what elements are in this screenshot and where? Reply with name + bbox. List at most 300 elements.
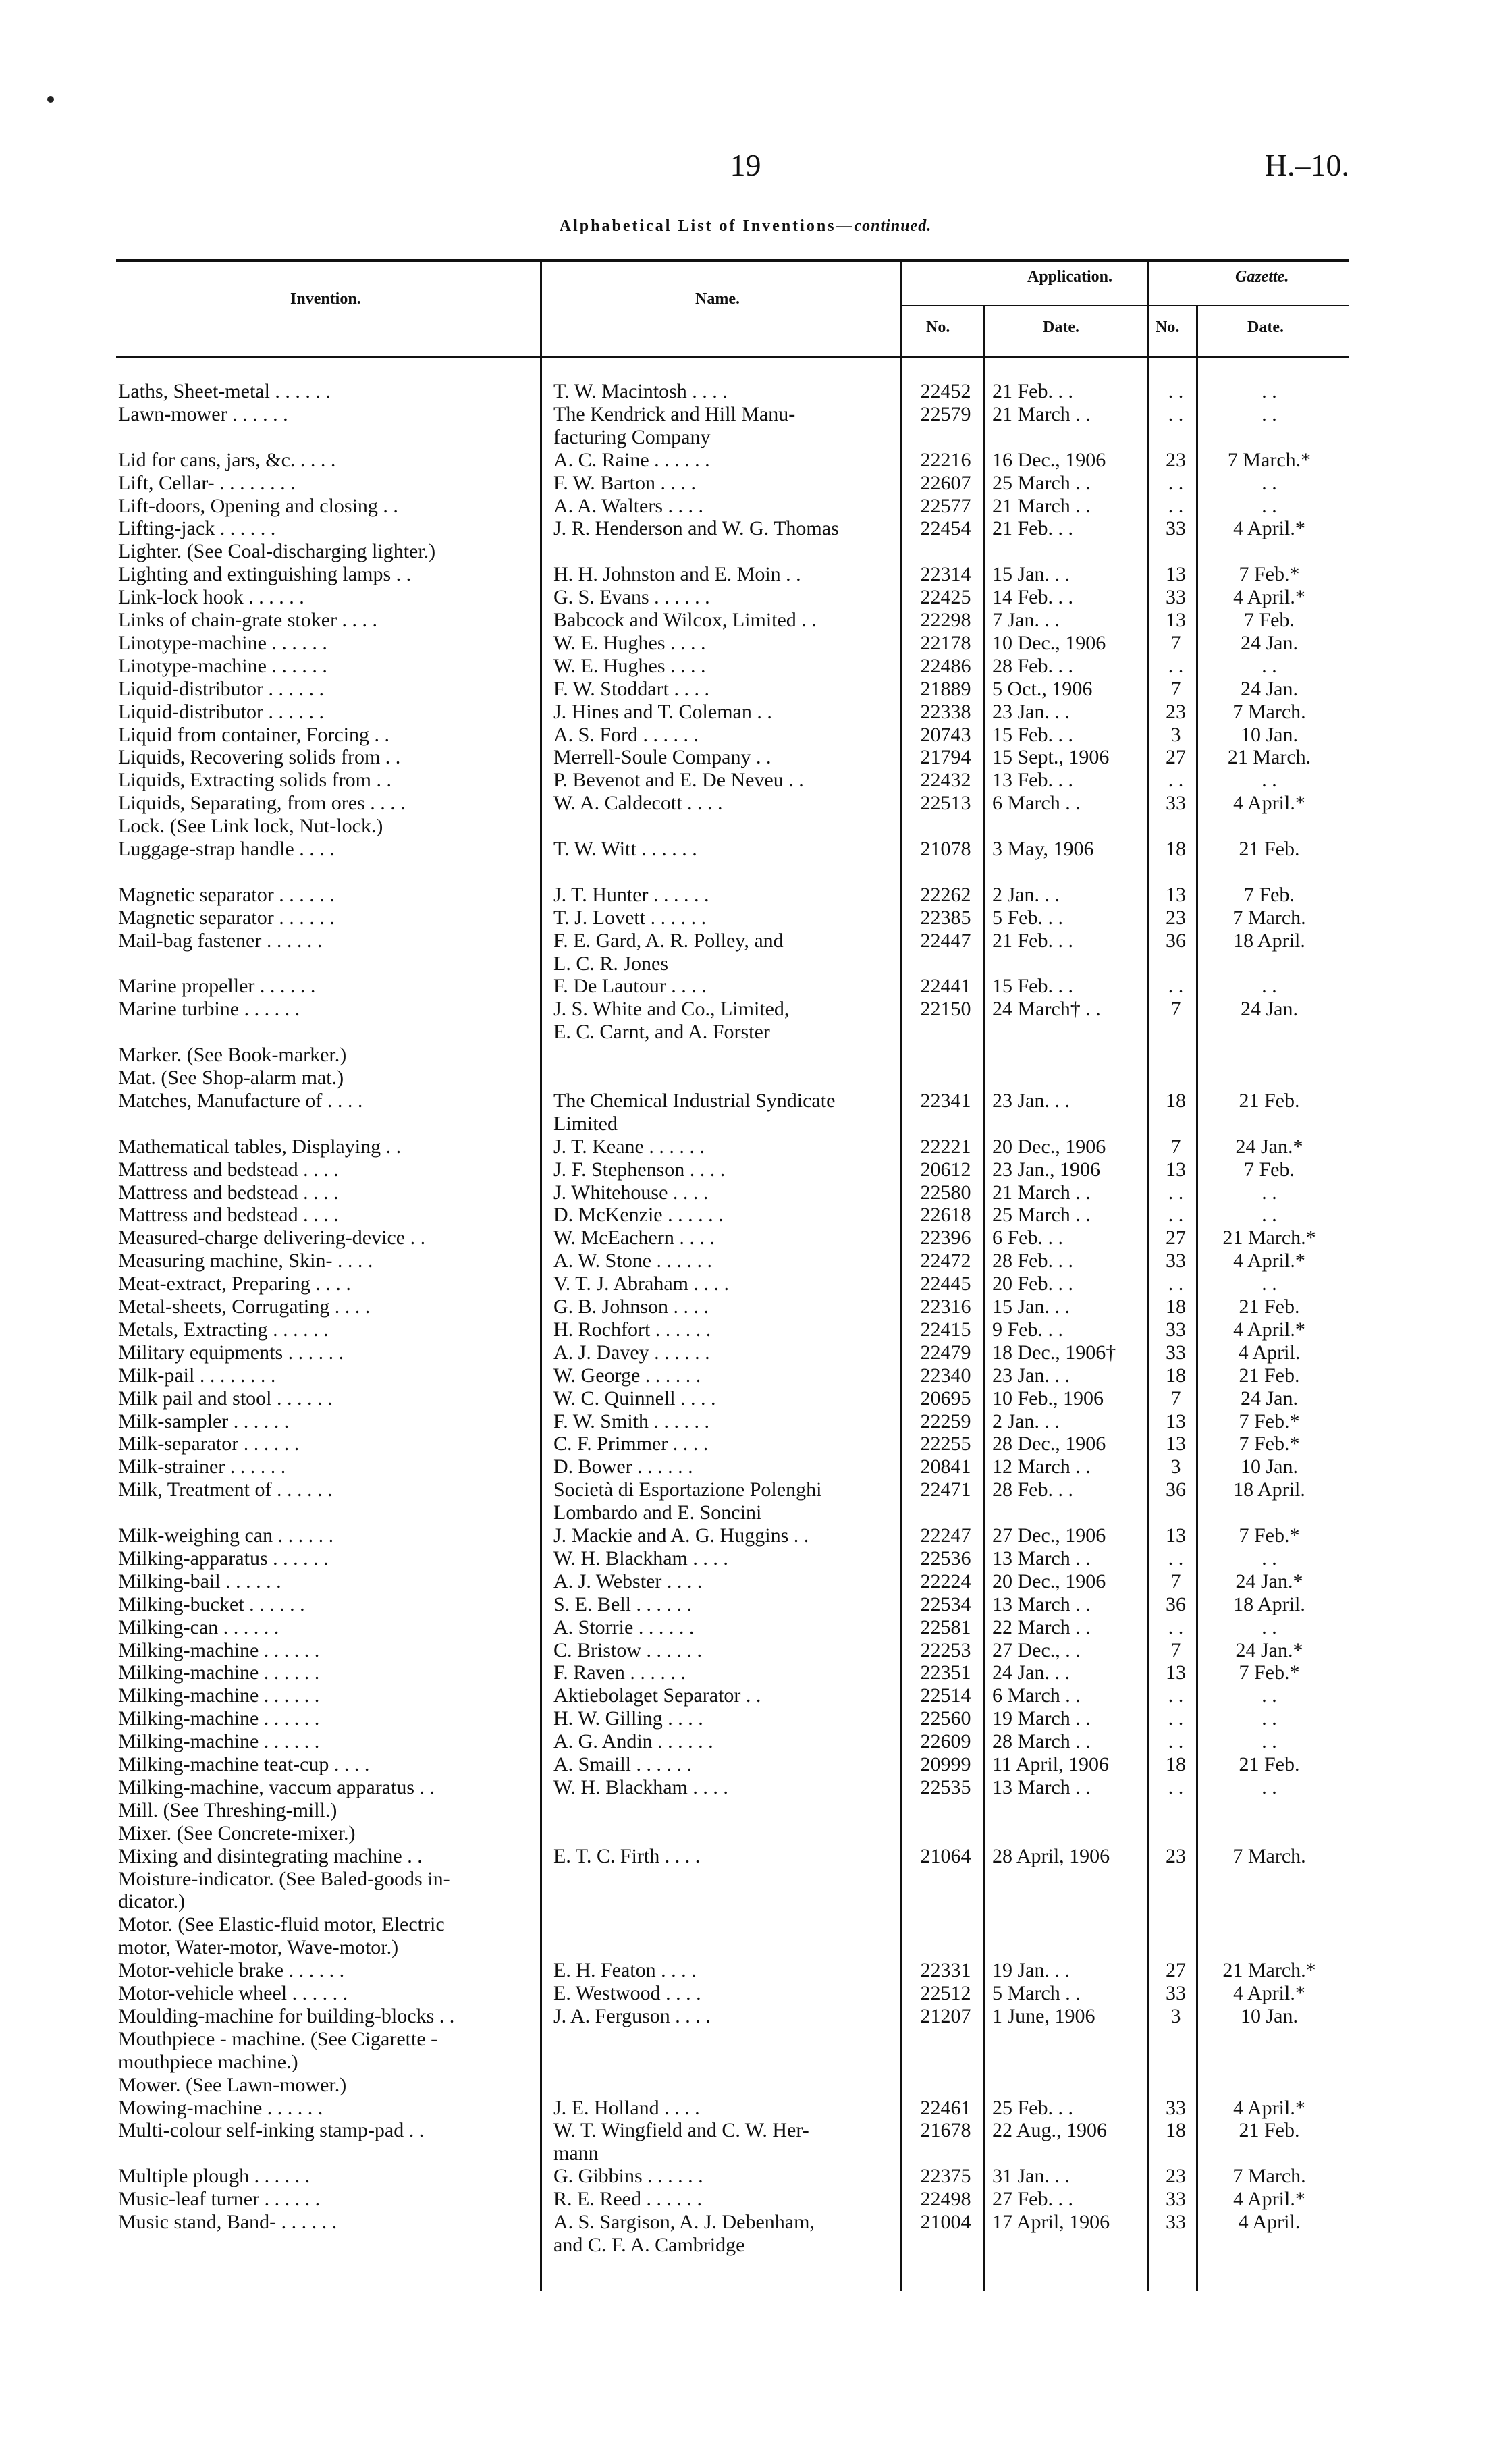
application-date-cell: 2 Jan. . . (992, 1410, 1060, 1432)
table-row (0, 1501, 1491, 1524)
name-cell: D. Bower . . . . . . (553, 1455, 693, 1478)
application-number-cell: 22253 (920, 1639, 971, 1661)
name-cell: and C. F. A. Cambridge (553, 2234, 745, 2256)
name-cell: A. J. Webster . . . . (553, 1570, 703, 1592)
table-row (0, 1730, 1491, 1753)
gazette-date-cell: 7 Feb. (1244, 884, 1295, 906)
invention-cell: Measured-charge delivering-device . . (118, 1227, 426, 1249)
application-number-cell: 22331 (920, 1959, 971, 1981)
gazette-date-cell: 4 April.* (1233, 517, 1305, 539)
invention-cell: Mail-bag fastener . . . . . . (118, 930, 323, 952)
application-date-cell: 20 Dec., 1906 (992, 1135, 1106, 1158)
invention-cell: Marine propeller . . . . . . (118, 975, 316, 997)
table-row (0, 1250, 1491, 1273)
gazette-number-cell: 18 (1166, 1364, 1186, 1387)
application-number-cell: 22340 (920, 1364, 971, 1387)
invention-cell: Music stand, Band- . . . . . . (118, 2211, 337, 2233)
gazette-number-cell: . . (1168, 380, 1184, 402)
invention-cell: Lock. (See Link lock, Nut-lock.) (118, 815, 383, 837)
table-row (0, 838, 1491, 861)
gazette-date-cell: 7 March. (1232, 1845, 1306, 1867)
table-row (0, 1845, 1491, 1868)
name-cell: C. Bristow . . . . . . (553, 1639, 703, 1661)
name-cell: L. C. R. Jones (553, 953, 669, 975)
table-row (0, 792, 1491, 815)
table-row (0, 609, 1491, 632)
application-date-cell: 10 Dec., 1906 (992, 632, 1106, 654)
table-row (0, 1021, 1491, 1044)
gazette-date-cell: 7 March. (1232, 701, 1306, 723)
application-number-cell: 22534 (920, 1593, 971, 1615)
application-number-cell: 22607 (920, 472, 971, 494)
gazette-number-cell: 7 (1170, 632, 1181, 654)
name-cell: W. McEachern . . . . (553, 1227, 715, 1249)
invention-cell: Liquids, Extracting solids from . . (118, 769, 391, 791)
gazette-number-cell: 13 (1166, 1432, 1186, 1455)
gazette-number-cell: . . (1168, 1616, 1184, 1638)
application-number-cell: 22535 (920, 1776, 971, 1798)
name-cell: H. W. Gilling . . . . (553, 1707, 703, 1730)
application-date-cell: 12 March . . (992, 1455, 1091, 1478)
gazette-date-cell: 24 Jan.* (1235, 1135, 1303, 1158)
application-number-cell: 22513 (920, 792, 971, 814)
invention-cell: Milking-machine . . . . . . (118, 1730, 320, 1752)
name-cell: A. J. Davey . . . . . . (553, 1341, 710, 1364)
gazette-date-cell: 18 April. (1233, 1478, 1305, 1501)
gazette-date-cell: 7 March.* (1227, 449, 1311, 471)
invention-cell: Lawn-mower . . . . . . (118, 403, 288, 425)
application-date-cell: 21 Feb. . . (992, 380, 1073, 402)
gazette-number-cell: 33 (1166, 586, 1186, 608)
application-date-cell: 28 Feb. . . (992, 655, 1073, 677)
gazette-date-cell: 24 Jan. (1241, 678, 1298, 700)
gazette-date-cell: 18 April. (1233, 1593, 1305, 1615)
table-row (0, 1982, 1491, 2005)
application-number-cell: 22262 (920, 884, 971, 906)
invention-cell: Military equipments . . . . . . (118, 1341, 344, 1364)
application-date-cell: 19 Jan. . . (992, 1959, 1070, 1981)
application-number-cell: 22425 (920, 586, 971, 608)
invention-cell: Metal-sheets, Corrugating . . . . (118, 1295, 371, 1318)
table-row (0, 540, 1491, 563)
name-cell: C. F. Primmer . . . . (553, 1432, 709, 1455)
name-cell: H. H. Johnston and E. Moin . . (553, 563, 801, 585)
table-row (0, 1890, 1491, 1913)
application-date-cell: 23 Jan., 1906 (992, 1158, 1100, 1181)
page-subtitle (0, 217, 1491, 236)
gazette-date-cell: . . (1262, 655, 1277, 677)
invention-cell: Linotype-machine . . . . . . (118, 632, 327, 654)
gazette-number-cell: 27 (1166, 1959, 1186, 1981)
application-date-cell: 6 March . . (992, 792, 1081, 814)
gazette-number-cell: 36 (1166, 1478, 1186, 1501)
header-invention: Invention. (290, 290, 361, 308)
application-date-cell: 27 Dec., 1906 (992, 1524, 1106, 1547)
invention-cell: Magnetic separator . . . . . . (118, 884, 335, 906)
table-row (0, 815, 1491, 838)
gazette-number-cell: 7 (1170, 998, 1181, 1020)
table-row (0, 2119, 1491, 2142)
gazette-number-cell: 18 (1166, 838, 1186, 860)
gazette-number-cell: . . (1168, 1547, 1184, 1570)
gazette-number-cell: . . (1168, 1684, 1184, 1707)
application-number-cell: 22415 (920, 1318, 971, 1341)
application-number-cell: 20695 (920, 1387, 971, 1410)
gazette-date-cell: . . (1262, 1730, 1277, 1752)
gazette-number-cell: . . (1168, 472, 1184, 494)
invention-cell: Moulding-machine for building-blocks . . (118, 2005, 455, 2027)
invention-cell: Measuring machine, Skin- . . . . (118, 1250, 373, 1272)
gazette-date-cell: . . (1262, 495, 1277, 517)
invention-cell: Motor-vehicle wheel . . . . . . (118, 1982, 348, 2004)
application-number-cell: 22314 (920, 563, 971, 585)
gazette-date-cell: 4 April.* (1233, 1982, 1305, 2004)
application-number-cell: 22432 (920, 769, 971, 791)
gazette-date-cell: 7 Feb.* (1239, 563, 1300, 585)
gazette-date-cell: . . (1262, 1547, 1277, 1570)
table-row (0, 1410, 1491, 1433)
table-row (0, 884, 1491, 907)
table-row (0, 724, 1491, 747)
gazette-number-cell: 36 (1166, 930, 1186, 952)
name-cell: F. E. Gard, A. R. Polley, and (553, 930, 784, 952)
gazette-date-cell: 10 Jan. (1241, 1455, 1298, 1478)
table-row (0, 1593, 1491, 1616)
application-date-cell: 13 March . . (992, 1547, 1091, 1570)
table-row (0, 563, 1491, 586)
gazette-number-cell: 3 (1170, 2005, 1181, 2027)
invention-cell: Liquids, Recovering solids from . . (118, 746, 401, 768)
invention-cell: Moisture-indicator. (See Baled-goods in- (118, 1868, 450, 1890)
application-date-cell: 28 April, 1906 (992, 1845, 1110, 1867)
gazette-number-cell: 18 (1166, 1753, 1186, 1775)
application-date-cell: 5 Oct., 1906 (992, 678, 1093, 700)
application-date-cell: 24 Jan. . . (992, 1661, 1070, 1684)
application-date-cell: 27 Dec., . . (992, 1639, 1081, 1661)
gazette-number-cell: 3 (1170, 1455, 1181, 1478)
invention-cell: Lid for cans, jars, &c. . . . . (118, 449, 336, 471)
gazette-date-cell: 7 Feb.* (1239, 1661, 1300, 1684)
gazette-date-cell: 7 March. (1232, 2165, 1306, 2187)
invention-cell: Mill. (See Threshing-mill.) (118, 1799, 337, 1821)
name-cell: A. C. Raine . . . . . . (553, 449, 710, 471)
application-number-cell: 22580 (920, 1181, 971, 1204)
gazette-number-cell: 13 (1166, 884, 1186, 906)
gazette-date-cell: 24 Jan. (1241, 632, 1298, 654)
table-row (0, 2028, 1491, 2051)
gazette-date-cell: . . (1262, 1273, 1277, 1295)
application-date-cell: 23 Jan. . . (992, 701, 1070, 723)
invention-cell: Motor. (See Elastic-fluid motor, Electric (118, 1913, 445, 1935)
application-number-cell: 22454 (920, 517, 971, 539)
invention-cell: Lifting-jack . . . . . . (118, 517, 276, 539)
gazette-number-cell: . . (1168, 1273, 1184, 1295)
gazette-date-cell: . . (1262, 1776, 1277, 1798)
gazette-number-cell: 18 (1166, 2119, 1186, 2141)
gazette-date-cell: . . (1262, 1204, 1277, 1226)
invention-cell: Mat. (See Shop-alarm mat.) (118, 1067, 344, 1089)
gazette-number-cell: 33 (1166, 2097, 1186, 2119)
application-date-cell: 13 March . . (992, 1776, 1091, 1798)
application-number-cell: 22259 (920, 1410, 971, 1432)
name-cell: A. Smaill . . . . . . (553, 1753, 693, 1775)
gazette-number-cell: 23 (1166, 449, 1186, 471)
header-gazette-no: No. (1156, 319, 1180, 336)
table-row (0, 1799, 1491, 1822)
table-row (0, 1478, 1491, 1501)
name-cell: The Chemical Industrial Syndicate (553, 1090, 836, 1112)
name-cell: W. H. Blackham . . . . (553, 1776, 728, 1798)
invention-cell: Mixer. (See Concrete-mixer.) (118, 1822, 356, 1844)
table-row (0, 1959, 1491, 1982)
gazette-number-cell: . . (1168, 975, 1184, 997)
header-application: Application. (1027, 268, 1113, 286)
application-date-cell: 31 Jan. . . (992, 2165, 1070, 2187)
gazette-date-cell: 7 March. (1232, 907, 1306, 929)
gazette-date-cell: 4 April.* (1233, 2097, 1305, 2119)
name-cell: E. T. C. Firth . . . . (553, 1845, 701, 1867)
application-number-cell: 22396 (920, 1227, 971, 1249)
table-row (0, 1868, 1491, 1891)
table-row (0, 1044, 1491, 1067)
gazette-number-cell: 27 (1166, 746, 1186, 768)
application-date-cell: 22 Aug., 1906 (992, 2119, 1108, 2141)
gazette-date-cell: 7 Feb. (1244, 609, 1295, 631)
gazette-number-cell: 33 (1166, 1982, 1186, 2004)
application-date-cell: 16 Dec., 1906 (992, 449, 1106, 471)
name-cell: T. W. Witt . . . . . . (553, 838, 697, 860)
name-cell: F. W. Smith . . . . . . (553, 1410, 709, 1432)
gazette-number-cell: . . (1168, 403, 1184, 425)
invention-cell: Milking-bail . . . . . . (118, 1570, 281, 1592)
name-cell: A. G. Andin . . . . . . (553, 1730, 713, 1752)
gazette-number-cell: 18 (1166, 1090, 1186, 1112)
header-name: Name. (695, 290, 740, 308)
table-row (0, 2165, 1491, 2188)
name-cell: J. T. Keane . . . . . . (553, 1135, 705, 1158)
table-row (0, 1204, 1491, 1227)
table-row (0, 678, 1491, 701)
name-cell: T. W. Macintosh . . . . (553, 380, 728, 402)
gazette-number-cell: 7 (1170, 1135, 1181, 1158)
gazette-number-cell: 33 (1166, 517, 1186, 539)
application-date-cell: 28 Feb. . . (992, 1478, 1073, 1501)
gazette-date-cell: 4 April.* (1233, 2188, 1305, 2210)
gazette-number-cell: 33 (1166, 1341, 1186, 1364)
table-row (0, 1616, 1491, 1639)
application-number-cell: 22461 (920, 2097, 971, 2119)
application-number-cell: 22351 (920, 1661, 971, 1684)
gazette-number-cell: . . (1168, 655, 1184, 677)
gazette-date-cell: 21 Feb. (1239, 2119, 1300, 2141)
table-row (0, 1387, 1491, 1410)
application-number-cell: 22577 (920, 495, 971, 517)
application-date-cell: 20 Feb. . . (992, 1273, 1073, 1295)
invention-cell: Music-leaf turner . . . . . . (118, 2188, 321, 2210)
table-row (0, 2188, 1491, 2211)
table-row (0, 1181, 1491, 1204)
table-row (0, 1822, 1491, 1845)
table-row (0, 2211, 1491, 2234)
table-row (0, 701, 1491, 724)
application-number-cell: 22609 (920, 1730, 971, 1752)
application-number-cell: 21078 (920, 838, 971, 860)
table-top-rule (116, 259, 1349, 262)
invention-cell: Liquids, Separating, from ores . . . . (118, 792, 406, 814)
table-row (0, 769, 1491, 792)
application-number-cell: 22247 (920, 1524, 971, 1547)
invention-cell: Milking-machine . . . . . . (118, 1684, 320, 1707)
application-date-cell: 25 Feb. . . (992, 2097, 1073, 2119)
application-number-cell: 22581 (920, 1616, 971, 1638)
gazette-date-cell: 21 Feb. (1239, 1295, 1300, 1318)
application-date-cell: 15 Feb. . . (992, 724, 1073, 746)
name-cell: J. R. Henderson and W. G. Thomas (553, 517, 839, 539)
name-cell: J. E. Holland . . . . (553, 2097, 700, 2119)
invention-cell: Mowing-machine . . . . . . (118, 2097, 323, 2119)
table-row (0, 930, 1491, 953)
application-date-cell: 27 Feb. . . (992, 2188, 1073, 2210)
invention-cell: motor, Water-motor, Wave-motor.) (118, 1936, 399, 1958)
table-row (0, 1067, 1491, 1090)
table-row (0, 495, 1491, 518)
application-number-cell: 20841 (920, 1455, 971, 1478)
table-row (0, 1570, 1491, 1593)
application-date-cell: 24 March† . . (992, 998, 1101, 1020)
gazette-date-cell: . . (1262, 1707, 1277, 1730)
gazette-date-cell: 7 Feb.* (1239, 1524, 1300, 1547)
invention-cell: Mouthpiece - machine. (See Cigarette - (118, 2028, 438, 2050)
application-date-cell: 22 March . . (992, 1616, 1091, 1638)
invention-cell: Link-lock hook . . . . . . (118, 586, 304, 608)
application-number-cell: 21889 (920, 678, 971, 700)
application-number-cell: 22536 (920, 1547, 971, 1570)
table-row (0, 1455, 1491, 1478)
gazette-number-cell: 33 (1166, 1250, 1186, 1272)
application-number-cell: 22255 (920, 1432, 971, 1455)
application-number-cell: 22150 (920, 998, 971, 1020)
application-number-cell: 21678 (920, 2119, 971, 2141)
gazette-date-cell: . . (1262, 769, 1277, 791)
name-cell: D. McKenzie . . . . . . (553, 1204, 724, 1226)
gazette-number-cell: 7 (1170, 678, 1181, 700)
application-date-cell: 5 Feb. . . (992, 907, 1063, 929)
application-date-cell: 25 March . . (992, 472, 1091, 494)
application-number-cell: 21064 (920, 1845, 971, 1867)
table-row (0, 975, 1491, 998)
gazette-date-cell: 21 Feb. (1239, 838, 1300, 860)
application-number-cell: 21207 (920, 2005, 971, 2027)
gazette-date-cell: 7 Feb.* (1239, 1432, 1300, 1455)
table-row (0, 1090, 1491, 1113)
gazette-number-cell: . . (1168, 495, 1184, 517)
name-cell: W. George . . . . . . (553, 1364, 701, 1387)
gazette-number-cell: . . (1168, 1730, 1184, 1752)
name-cell: F. W. Barton . . . . (553, 472, 696, 494)
name-cell: mann (553, 2142, 599, 2164)
application-date-cell: 28 Dec., 1906 (992, 1432, 1106, 1455)
application-number-cell: 22224 (920, 1570, 971, 1592)
gazette-date-cell: 21 Feb. (1239, 1753, 1300, 1775)
application-date-cell: 19 March . . (992, 1707, 1091, 1730)
application-number-cell: 22445 (920, 1273, 971, 1295)
gazette-number-cell: 13 (1166, 609, 1186, 631)
invention-cell: Mattress and bedstead . . . . (118, 1181, 339, 1204)
invention-cell: Milk-pail . . . . . . . . (118, 1364, 276, 1387)
application-number-cell: 22452 (920, 380, 971, 402)
application-date-cell: 14 Feb. . . (992, 586, 1073, 608)
application-number-cell: 22472 (920, 1250, 971, 1272)
gazette-date-cell: . . (1262, 1616, 1277, 1638)
margin-dot (47, 96, 54, 103)
name-cell: Merrell-Soule Company . . (553, 746, 771, 768)
name-cell: J. A. Ferguson . . . . (553, 2005, 711, 2027)
application-number-cell: 22338 (920, 701, 971, 723)
application-date-cell: 23 Jan. . . (992, 1090, 1070, 1112)
name-cell: Società di Esportazione Polenghi (553, 1478, 822, 1501)
application-date-cell: 21 March . . (992, 403, 1091, 425)
name-cell: The Kendrick and Hill Manu- (553, 403, 796, 425)
gazette-date-cell: 4 April.* (1233, 586, 1305, 608)
gazette-date-cell: 24 Jan.* (1235, 1570, 1303, 1592)
gazette-number-cell: 33 (1166, 792, 1186, 814)
gazette-date-cell: 7 Feb. (1244, 1158, 1295, 1181)
name-cell: A. A. Walters . . . . (553, 495, 704, 517)
invention-cell: Mattress and bedstead . . . . (118, 1158, 339, 1181)
gazette-number-cell: 18 (1166, 1295, 1186, 1318)
gazette-date-cell: 4 April.* (1233, 1318, 1305, 1341)
invention-cell: Milk, Treatment of . . . . . . (118, 1478, 333, 1501)
name-cell: W. H. Blackham . . . . (553, 1547, 728, 1570)
application-number-cell: 22514 (920, 1684, 971, 1707)
invention-cell: Milk-strainer . . . . . . (118, 1455, 286, 1478)
application-number-cell: 22375 (920, 2165, 971, 2187)
invention-cell: Magnetic separator . . . . . . (118, 907, 335, 929)
invention-cell: Milking-machine . . . . . . (118, 1707, 320, 1730)
name-cell: J. F. Stephenson . . . . (553, 1158, 726, 1181)
invention-cell: Mower. (See Lawn-mower.) (118, 2074, 347, 2096)
application-date-cell: 18 Dec., 1906† (992, 1341, 1116, 1364)
application-date-cell: 25 March . . (992, 1204, 1091, 1226)
application-date-cell: 15 Sept., 1906 (992, 746, 1110, 768)
application-number-cell: 22479 (920, 1341, 971, 1364)
table-row (0, 1913, 1491, 1936)
name-cell: J. T. Hunter . . . . . . (553, 884, 709, 906)
gazette-date-cell: 21 Feb. (1239, 1364, 1300, 1387)
application-number-cell: 22298 (920, 609, 971, 631)
application-number-cell: 22471 (920, 1478, 971, 1501)
table-row (0, 1661, 1491, 1684)
table-row (0, 1547, 1491, 1570)
invention-cell: Links of chain-grate stoker . . . . (118, 609, 378, 631)
table-row (0, 1135, 1491, 1158)
table-row (0, 2097, 1491, 2120)
name-cell: T. J. Lovett . . . . . . (553, 907, 707, 929)
invention-cell: Meat-extract, Preparing . . . . (118, 1273, 351, 1295)
application-number-cell: 20612 (920, 1158, 971, 1181)
application-date-cell: 13 Feb. . . (992, 769, 1073, 791)
gazette-number-cell: . . (1168, 1707, 1184, 1730)
application-date-cell: 15 Jan. . . (992, 563, 1070, 585)
table-row (0, 1158, 1491, 1181)
application-number-cell: 22447 (920, 930, 971, 952)
table-row (0, 1273, 1491, 1295)
invention-cell: Multi-colour self-inking stamp-pad . . (118, 2119, 425, 2141)
application-number-cell: 22498 (920, 2188, 971, 2210)
invention-cell: Liquid-distributor . . . . . . (118, 701, 324, 723)
invention-cell: Metals, Extracting . . . . . . (118, 1318, 329, 1341)
table-row (0, 472, 1491, 495)
